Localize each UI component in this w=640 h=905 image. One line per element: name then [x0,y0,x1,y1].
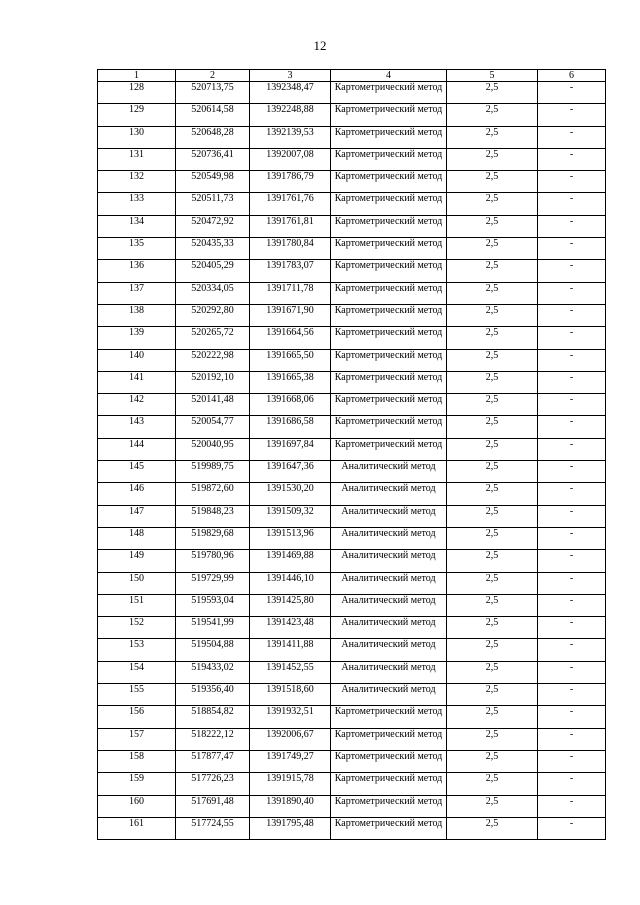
y-coordinate-cell: 1391761,81 [250,215,331,237]
y-coordinate-cell: 1391668,06 [250,394,331,416]
y-coordinate-cell: 1391686,58 [250,416,331,438]
column-header-4: 4 [331,70,447,82]
x-coordinate-cell: 520192,10 [176,371,250,393]
accuracy-cell: 2,5 [447,171,538,193]
method-cell: Картометрический метод [331,148,447,170]
method-cell: Аналитический метод [331,505,447,527]
note-cell: - [538,82,606,104]
y-coordinate-cell: 1391783,07 [250,260,331,282]
table-row [98,773,606,795]
y-coordinate-cell: 1391518,60 [250,684,331,706]
accuracy-cell: 2,5 [447,795,538,817]
x-coordinate-cell: 520549,98 [176,171,250,193]
point-number-cell: 138 [98,304,176,326]
point-number-cell: 160 [98,795,176,817]
method-cell: Картометрический метод [331,416,447,438]
method-cell: Картометрический метод [331,238,447,260]
note-cell: - [538,215,606,237]
note-cell: - [538,594,606,616]
accuracy-cell: 2,5 [447,104,538,126]
x-coordinate-cell: 519541,99 [176,617,250,639]
note-cell: - [538,505,606,527]
column-header-3: 3 [250,70,331,82]
table-row [98,795,606,817]
point-number-cell: 134 [98,215,176,237]
y-coordinate-cell: 1392007,08 [250,148,331,170]
column-header-2: 2 [176,70,250,82]
x-coordinate-cell: 519504,88 [176,639,250,661]
note-cell: - [538,617,606,639]
point-number-cell: 135 [98,238,176,260]
point-number-cell: 128 [98,82,176,104]
point-number-cell: 149 [98,550,176,572]
method-cell: Картометрический метод [331,728,447,750]
x-coordinate-cell: 520736,41 [176,148,250,170]
point-number-cell: 129 [98,104,176,126]
method-cell: Аналитический метод [331,572,447,594]
point-number-cell: 144 [98,438,176,460]
y-coordinate-cell: 1391425,80 [250,594,331,616]
y-coordinate-cell: 1391697,84 [250,438,331,460]
y-coordinate-cell: 1391932,51 [250,706,331,728]
point-number-cell: 132 [98,171,176,193]
note-cell: - [538,349,606,371]
note-cell: - [538,461,606,483]
point-number-cell: 130 [98,126,176,148]
y-coordinate-cell: 1391664,56 [250,327,331,349]
note-cell: - [538,527,606,549]
method-cell: Картометрический метод [331,171,447,193]
x-coordinate-cell: 519729,99 [176,572,250,594]
y-coordinate-cell: 1391671,90 [250,304,331,326]
point-number-cell: 137 [98,282,176,304]
point-number-cell: 156 [98,706,176,728]
accuracy-cell: 2,5 [447,461,538,483]
point-number-cell: 152 [98,617,176,639]
accuracy-cell: 2,5 [447,728,538,750]
x-coordinate-cell: 520222,98 [176,349,250,371]
note-cell: - [538,728,606,750]
x-coordinate-cell: 520511,73 [176,193,250,215]
note-cell: - [538,394,606,416]
table-header [98,70,606,82]
note-cell: - [538,171,606,193]
table-row [98,282,606,304]
note-cell: - [538,304,606,326]
accuracy-cell: 2,5 [447,349,538,371]
table-row [98,817,606,839]
point-number-cell: 143 [98,416,176,438]
method-cell: Картометрический метод [331,282,447,304]
table-row [98,728,606,750]
accuracy-cell: 2,5 [447,661,538,683]
method-cell: Картометрический метод [331,438,447,460]
table-row [98,461,606,483]
y-coordinate-cell: 1391665,38 [250,371,331,393]
table-row [98,505,606,527]
method-cell: Аналитический метод [331,483,447,505]
table-row [98,483,606,505]
accuracy-cell: 2,5 [447,148,538,170]
note-cell: - [538,327,606,349]
method-cell: Картометрический метод [331,104,447,126]
point-number-cell: 161 [98,817,176,839]
table-row [98,304,606,326]
note-cell: - [538,371,606,393]
table-body [98,82,606,840]
accuracy-cell: 2,5 [447,572,538,594]
note-cell: - [538,282,606,304]
y-coordinate-cell: 1391411,88 [250,639,331,661]
y-coordinate-cell: 1391761,76 [250,193,331,215]
accuracy-cell: 2,5 [447,126,538,148]
x-coordinate-cell: 520435,33 [176,238,250,260]
point-number-cell: 147 [98,505,176,527]
table-row [98,438,606,460]
method-cell: Аналитический метод [331,617,447,639]
x-coordinate-cell: 519433,02 [176,661,250,683]
table-row [98,661,606,683]
table-row [98,148,606,170]
point-number-cell: 142 [98,394,176,416]
table-row [98,550,606,572]
method-cell: Картометрический метод [331,193,447,215]
y-coordinate-cell: 1391446,10 [250,572,331,594]
note-cell: - [538,639,606,661]
x-coordinate-cell: 519593,04 [176,594,250,616]
note-cell: - [538,148,606,170]
y-coordinate-cell: 1391469,88 [250,550,331,572]
method-cell: Аналитический метод [331,639,447,661]
table-row [98,238,606,260]
x-coordinate-cell: 520054,77 [176,416,250,438]
point-number-cell: 131 [98,148,176,170]
method-cell: Картометрический метод [331,82,447,104]
method-cell: Картометрический метод [331,327,447,349]
x-coordinate-cell: 520648,28 [176,126,250,148]
note-cell: - [538,661,606,683]
y-coordinate-cell: 1392248,88 [250,104,331,126]
note-cell: - [538,193,606,215]
x-coordinate-cell: 520265,72 [176,327,250,349]
y-coordinate-cell: 1391780,84 [250,238,331,260]
y-coordinate-cell: 1391665,50 [250,349,331,371]
note-cell: - [538,684,606,706]
point-number-cell: 133 [98,193,176,215]
method-cell: Аналитический метод [331,684,447,706]
method-cell: Картометрический метод [331,349,447,371]
y-coordinate-cell: 1392006,67 [250,728,331,750]
accuracy-cell: 2,5 [447,527,538,549]
point-number-cell: 140 [98,349,176,371]
point-number-cell: 159 [98,773,176,795]
note-cell: - [538,126,606,148]
table-row [98,394,606,416]
table-row [98,104,606,126]
table-row [98,527,606,549]
accuracy-cell: 2,5 [447,193,538,215]
accuracy-cell: 2,5 [447,260,538,282]
accuracy-cell: 2,5 [447,82,538,104]
table-row [98,215,606,237]
table-row [98,349,606,371]
y-coordinate-cell: 1391795,48 [250,817,331,839]
x-coordinate-cell: 519356,40 [176,684,250,706]
accuracy-cell: 2,5 [447,438,538,460]
y-coordinate-cell: 1391786,79 [250,171,331,193]
accuracy-cell: 2,5 [447,750,538,772]
table-row [98,750,606,772]
method-cell: Картометрический метод [331,394,447,416]
x-coordinate-cell: 519829,68 [176,527,250,549]
x-coordinate-cell: 520040,95 [176,438,250,460]
page-number: 12 [313,38,327,53]
point-number-cell: 146 [98,483,176,505]
method-cell: Аналитический метод [331,594,447,616]
x-coordinate-cell: 517724,55 [176,817,250,839]
point-number-cell: 151 [98,594,176,616]
point-number-cell: 150 [98,572,176,594]
point-number-cell: 154 [98,661,176,683]
x-coordinate-cell: 520713,75 [176,82,250,104]
table-row [98,416,606,438]
y-coordinate-cell: 1391647,36 [250,461,331,483]
table-row [98,684,606,706]
x-coordinate-cell: 520405,29 [176,260,250,282]
table-row [98,327,606,349]
note-cell: - [538,260,606,282]
point-number-cell: 158 [98,750,176,772]
note-cell: - [538,773,606,795]
point-number-cell: 153 [98,639,176,661]
y-coordinate-cell: 1391711,78 [250,282,331,304]
x-coordinate-cell: 520614,58 [176,104,250,126]
coordinates-table [97,69,606,840]
column-header-5: 5 [447,70,538,82]
accuracy-cell: 2,5 [447,238,538,260]
x-coordinate-cell: 520334,05 [176,282,250,304]
note-cell: - [538,750,606,772]
accuracy-cell: 2,5 [447,394,538,416]
accuracy-cell: 2,5 [447,371,538,393]
table-row [98,193,606,215]
point-number-cell: 141 [98,371,176,393]
table-row [98,126,606,148]
accuracy-cell: 2,5 [447,483,538,505]
x-coordinate-cell: 520141,48 [176,394,250,416]
accuracy-cell: 2,5 [447,706,538,728]
table-row [98,639,606,661]
table-row [98,371,606,393]
table-row [98,706,606,728]
table-row [98,617,606,639]
accuracy-cell: 2,5 [447,304,538,326]
method-cell: Картометрический метод [331,304,447,326]
y-coordinate-cell: 1391423,48 [250,617,331,639]
method-cell: Картометрический метод [331,126,447,148]
header-row [98,70,606,82]
x-coordinate-cell: 518222,12 [176,728,250,750]
note-cell: - [538,572,606,594]
note-cell: - [538,795,606,817]
point-number-cell: 139 [98,327,176,349]
method-cell: Картометрический метод [331,706,447,728]
x-coordinate-cell: 517726,23 [176,773,250,795]
note-cell: - [538,706,606,728]
point-number-cell: 148 [98,527,176,549]
y-coordinate-cell: 1391452,55 [250,661,331,683]
column-header-6: 6 [538,70,606,82]
accuracy-cell: 2,5 [447,639,538,661]
method-cell: Картометрический метод [331,371,447,393]
x-coordinate-cell: 518854,82 [176,706,250,728]
y-coordinate-cell: 1391915,78 [250,773,331,795]
x-coordinate-cell: 519780,96 [176,550,250,572]
x-coordinate-cell: 517877,47 [176,750,250,772]
y-coordinate-cell: 1391890,40 [250,795,331,817]
y-coordinate-cell: 1391749,27 [250,750,331,772]
note-cell: - [538,438,606,460]
column-header-1: 1 [98,70,176,82]
method-cell: Картометрический метод [331,215,447,237]
method-cell: Картометрический метод [331,260,447,282]
table-row [98,594,606,616]
method-cell: Аналитический метод [331,461,447,483]
note-cell: - [538,817,606,839]
method-cell: Картометрический метод [331,750,447,772]
method-cell: Картометрический метод [331,795,447,817]
point-number-cell: 136 [98,260,176,282]
point-number-cell: 157 [98,728,176,750]
point-number-cell: 155 [98,684,176,706]
note-cell: - [538,238,606,260]
note-cell: - [538,104,606,126]
point-number-cell: 145 [98,461,176,483]
accuracy-cell: 2,5 [447,215,538,237]
note-cell: - [538,550,606,572]
method-cell: Аналитический метод [331,527,447,549]
x-coordinate-cell: 520292,80 [176,304,250,326]
x-coordinate-cell: 519989,75 [176,461,250,483]
table-row [98,260,606,282]
method-cell: Картометрический метод [331,817,447,839]
y-coordinate-cell: 1392348,47 [250,82,331,104]
y-coordinate-cell: 1392139,53 [250,126,331,148]
x-coordinate-cell: 520472,92 [176,215,250,237]
accuracy-cell: 2,5 [447,684,538,706]
accuracy-cell: 2,5 [447,282,538,304]
table-row [98,171,606,193]
x-coordinate-cell: 519848,23 [176,505,250,527]
y-coordinate-cell: 1391509,32 [250,505,331,527]
x-coordinate-cell: 519872,60 [176,483,250,505]
method-cell: Картометрический метод [331,773,447,795]
table-row [98,572,606,594]
note-cell: - [538,483,606,505]
note-cell: - [538,416,606,438]
method-cell: Аналитический метод [331,550,447,572]
accuracy-cell: 2,5 [447,416,538,438]
table-row [98,82,606,104]
y-coordinate-cell: 1391530,20 [250,483,331,505]
accuracy-cell: 2,5 [447,550,538,572]
accuracy-cell: 2,5 [447,817,538,839]
accuracy-cell: 2,5 [447,594,538,616]
accuracy-cell: 2,5 [447,617,538,639]
x-coordinate-cell: 517691,48 [176,795,250,817]
accuracy-cell: 2,5 [447,327,538,349]
accuracy-cell: 2,5 [447,505,538,527]
accuracy-cell: 2,5 [447,773,538,795]
y-coordinate-cell: 1391513,96 [250,527,331,549]
method-cell: Аналитический метод [331,661,447,683]
